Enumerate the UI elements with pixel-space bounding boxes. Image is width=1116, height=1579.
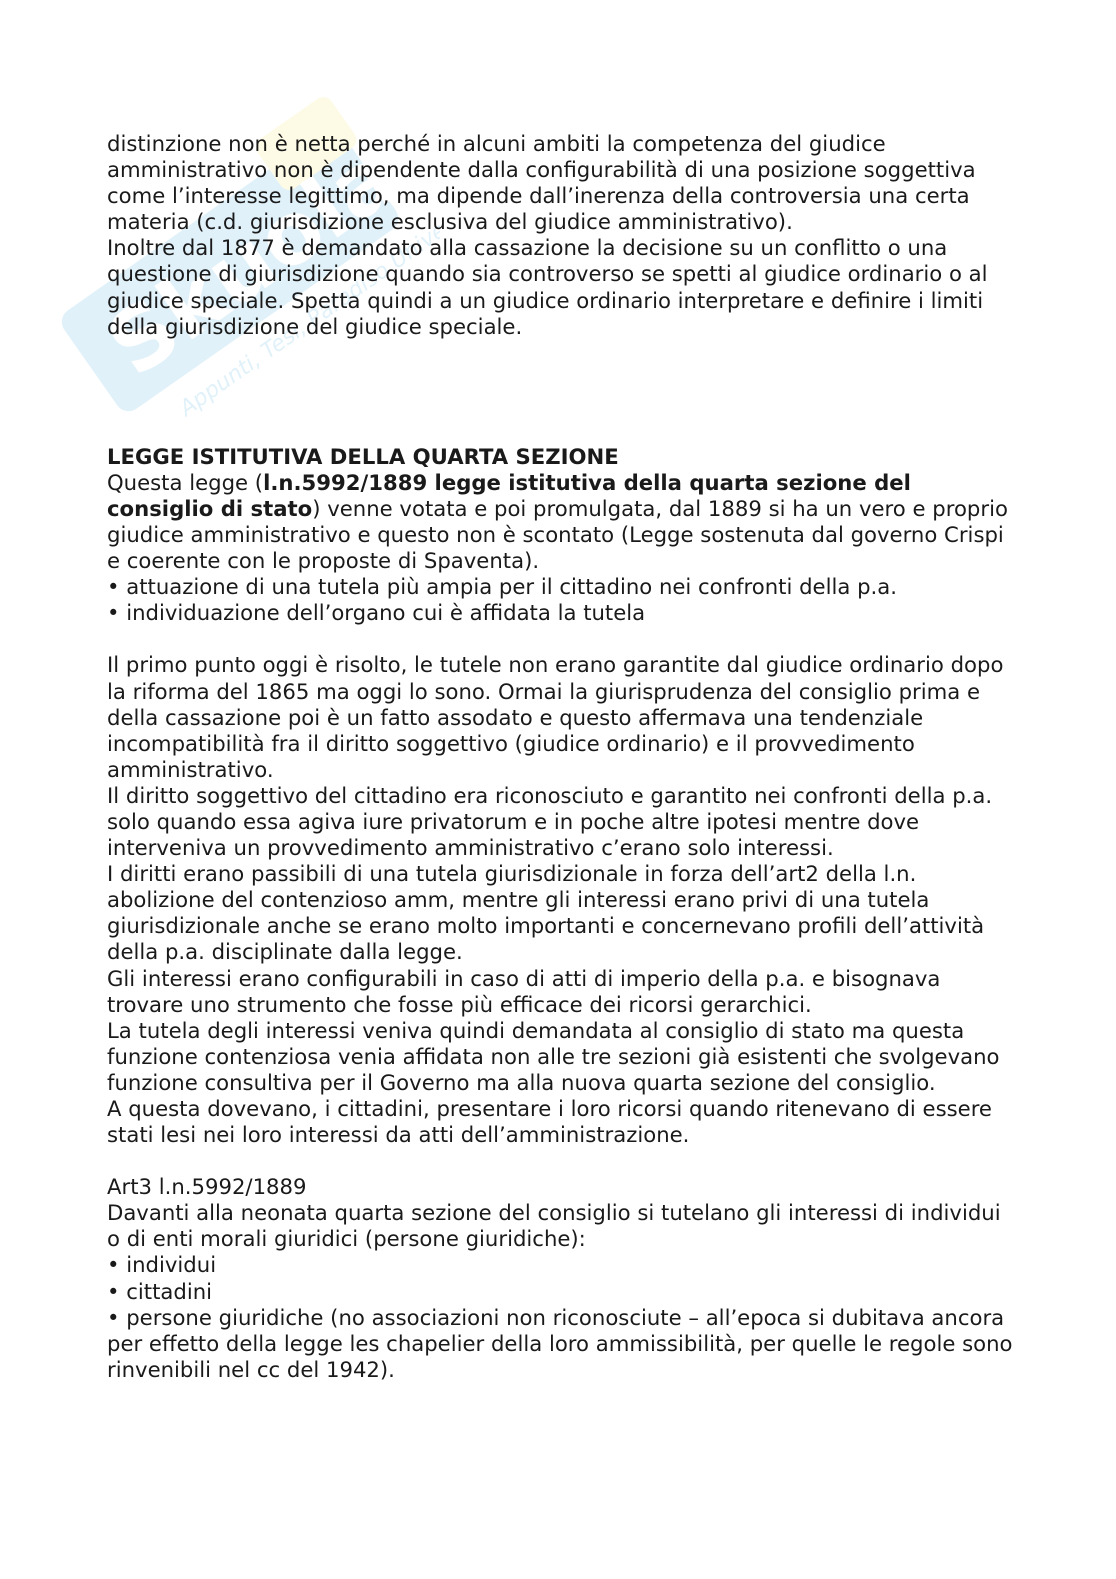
paragraph: La tutela degli interessi veniva quindi demandata al consiglio di stato ma questa funzione contenziosa venia affidata non alle tre sezioni già esistenti che svolgevano funzione consultiva per il Governo ma alla nuova quarta sezione del consiglio. (107, 1017, 1000, 1095)
list-item: • individui (107, 1252, 1017, 1278)
intro-text: ) venne votata e poi promulgata, dal 1889 si ha un vero e proprio giudice amministrativo e questo non è scontato (Legge sostenuta dal governo Crispi e coerente con le proposte di Spaventa). (107, 495, 1008, 574)
svg-text:Skuola.net: Skuola.net (90, 60, 440, 397)
intro-paragraph (107, 470, 1017, 574)
paragraph: distinzione non è netta perché in alcuni ambiti la competenza del giudice amministrativo non è dipendente dalla configurabilità di una posizione soggettiva come l’interesse legittimo, ma dipende dall’inerenza della controversia una certa materia (c.d. giurisdizione esclusiva del giudice amministrativo). (107, 131, 976, 235)
document-body (107, 131, 1017, 1383)
list-item: • individuazione dell’organo cui è affidata la tutela (107, 600, 1017, 626)
law-reference: l.n.5992/1889 legge istitutiva della quarta sezione del consiglio di stato (107, 469, 911, 521)
list-item: • persone giuridiche (no associazioni non riconosciute – all’epoca si dubitava ancora per effetto della legge les chapelier della loro ammissibilità, per quelle le regole sono rinvenibili nel cc del 1942). (107, 1305, 1017, 1383)
spacer (107, 1148, 1017, 1174)
paragraph: Gli interessi erano configurabili in caso di atti di imperio della p.a. e bisognava trovare uno strumento che fosse più efficace dei ricorsi gerarchici. (107, 965, 941, 1017)
list-item: • attuazione di una tutela più ampia per il cittadino nei confronti della p.a. (107, 574, 1017, 600)
paragraph: Il diritto soggettivo del cittadino era riconosciuto e garantito nei confronti della p.a. solo quando essa agiva iure privatorum e in poche altre ipotesi mentre dove interveniva un provvedimento amministrativo c’erano solo interessi. (107, 782, 993, 861)
spacer (107, 340, 1017, 444)
spacer (107, 626, 1017, 652)
paragraph: Il primo punto oggi è risolto, le tutele non erano garantite dal giudice ordinario dopo la riforma del 1865 ma oggi lo sono. Ormai la giurisprudenza del consiglio prima e della cassazione poi è un fatto assodato e questo affermava una tendenziale incompatibilità fra il diritto soggettivo (giudice ordinario) e il provvedimento amministrativo. (107, 652, 1004, 782)
paragraph: I diritti erano passibili di una tutela giurisdizionale in forza dell’art2 della l.n. abolizione del contenzioso amm, mentre gli interessi erano privi di una tutela giurisdizionale anche se erano molto importanti e concernevano profili dell’attività della p.a. disciplinate dalla legge. (107, 861, 985, 965)
paragraph: Inoltre dal 1877 è demandato alla cassazione la decisione su un conflitto o una questione di giurisdizione quando sia controverso se spetti al giudice ordinario o al giudice speciale. Spetta quindi a un giudice ordinario interpretare e definire i limiti della giurisdizione del giudice speciale. (107, 235, 988, 339)
list-item: • cittadini (107, 1279, 1017, 1305)
paragraph: A questa dovevano, i cittadini, presentare i loro ricorsi quando ritenevano di essere stati lesi nei loro interessi da atti dell’amministrazione. (107, 1096, 992, 1148)
svg-text:Appunti, Tesi, Paradiso Univer: Appunti, Tesi, Paradiso Universitario (175, 173, 440, 422)
intro-text: Questa legge ( (107, 469, 264, 495)
article-title: Art3 l.n.5992/1889 (107, 1174, 307, 1200)
paragraph: Davanti alla neonata quarta sezione del consiglio si tutelano gli interessi di individui o di enti morali giuridici (persone giuridiche): (107, 1200, 1001, 1252)
section-heading: LEGGE ISTITUTIVA DELLA QUARTA SEZIONE (107, 443, 619, 469)
